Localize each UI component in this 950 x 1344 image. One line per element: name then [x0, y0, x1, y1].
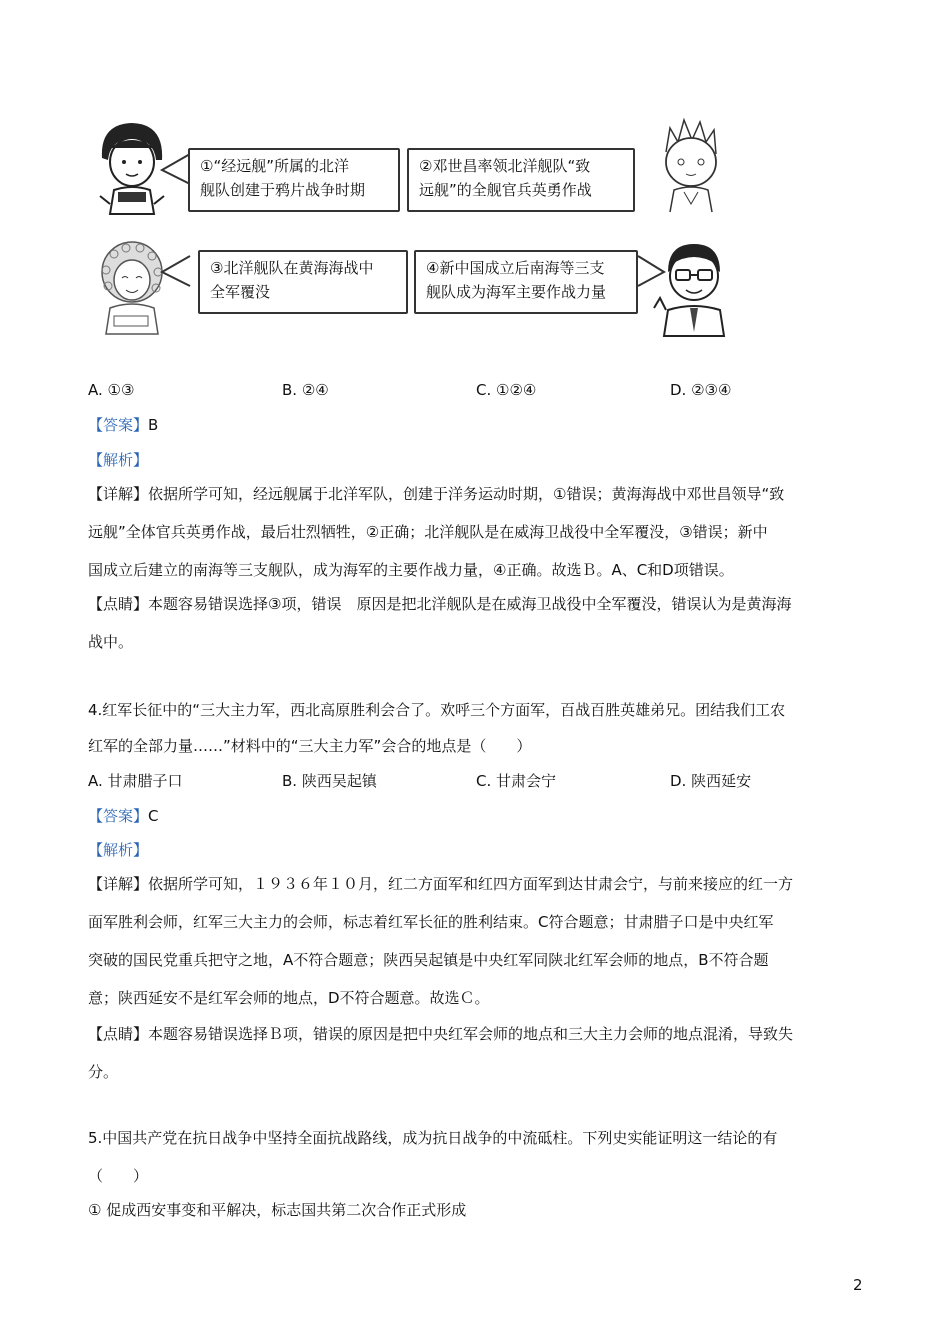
q3-option-c: C. ①②④: [476, 381, 537, 399]
bubble-2-line-2: 远舰”的全舰官兵英勇作战: [419, 181, 592, 199]
q3-detail-line: 【详解】依据所学可知，经远舰属于北洋军队，创建于洋务运动时期，①错误；黄海海战中邓世昌领导“致: [88, 485, 785, 503]
q5-stem-line: （ ）: [88, 1167, 149, 1185]
q4-option-a: A. 甘肃腊子口: [88, 772, 183, 790]
q4-note-line: 【点睛】本题容易错误选择Ｂ项，错误的原因是把中央红军会师的地点和三大主力会师的地点混淆，导致失: [88, 1025, 794, 1043]
q4-detail-line: 面军胜利会师，红军三大主力的会师，标志着红军长征的胜利结束。C符合题意；甘肃腊子口是中央红军: [88, 913, 774, 931]
q4-analysis-tag: 【解析】: [88, 841, 149, 859]
q5-stem-line: 5.中国共产党在抗日战争中坚持全面抗战路线，成为抗日战争的中流砥柱。下列史实能证明这一结论的有: [88, 1129, 778, 1147]
q4-stem-line: 红军的全部力量……”材料中的“三大主力军”会合的地点是（ ）: [88, 737, 532, 755]
boy-spiky-hair-figure: [648, 112, 734, 216]
q3-analysis-tag: 【解析】: [88, 451, 149, 469]
bubble-tail-3: [160, 252, 192, 292]
page-number: 2: [853, 1276, 863, 1294]
q3-detail-line: 国成立后建立的南海等三支舰队，成为海军的主要作战力量，④正确。故选Ｂ。A、C和D项错误。: [88, 561, 734, 579]
bubble-4-line-2: 舰队成为海军主要作战力量: [426, 283, 607, 301]
bubble-1-line-2: 舰队创建于鸦片战争时期: [200, 181, 366, 199]
speech-bubble-4: [414, 250, 638, 314]
q4-answer: [88, 806, 159, 826]
q3-note-line: 【点睛】本题容易错误选择③项，错误 原因是把北洋舰队是在威海卫战役中全军覆没，错误认为是黄海海: [88, 595, 792, 613]
q3-option-d: D. ②③④: [670, 381, 732, 399]
speech-bubble-1: [188, 148, 400, 212]
q4-detail-line: 【详解】依据所学可知，１９３６年１０月，红二方面军和红四方面军到达甘肃会宁，与前来接应的红一方: [88, 875, 794, 893]
q4-option-b: B. 陕西吴起镇: [282, 772, 377, 790]
q4-detail-line: 突破的国民党重兵把守之地，A不符合题意；陕西吴起镇是中央红军同陕北红军会师的地点，B不符合题: [88, 951, 769, 969]
q3-option-a: A. ①③: [88, 381, 135, 399]
q4-stem-line: 4.红军长征中的“三大主力军，西北高原胜利会合了。欢呼三个方面军，百战百胜英雄弟兄。团结我们工农: [88, 701, 786, 719]
answer-tag: 【答案】: [88, 416, 149, 434]
bubble-tail-4: [636, 252, 666, 292]
answer-value: C: [148, 807, 159, 825]
answer-value: B: [148, 416, 159, 434]
speech-bubble-3: [198, 250, 408, 314]
bubble-3-line-2: 全军覆没: [210, 283, 271, 301]
q4-note-line: 分。: [88, 1063, 119, 1081]
speech-bubble-2: [407, 148, 635, 212]
girl-bob-hair-figure: [92, 118, 170, 218]
bubble-3-line-1: ③北洋舰队在黄海海战中: [210, 259, 374, 277]
bubble-4-line-1: ④新中国成立后南海等三支: [426, 259, 605, 277]
q3-answer: [88, 415, 158, 435]
q4-option-d: D. 陕西延安: [670, 772, 752, 790]
bubble-2-line-1: ②邓世昌率领北洋舰队“致: [419, 157, 591, 175]
q5-statement-1: ① 促成西安事变和平解决，标志国共第二次合作正式形成: [88, 1201, 467, 1219]
q3-detail-line: 远舰”全体官兵英勇作战，最后壮烈牺牲，②正确；北洋舰队是在威海卫战役中全军覆没，③错误；新中: [88, 523, 768, 541]
q3-note-line: 战中。: [88, 633, 134, 651]
bubble-1-line-1: ①“经远舰”所属的北洋: [200, 157, 349, 175]
q3-option-b: B. ②④: [282, 381, 329, 399]
answer-tag: 【答案】: [88, 807, 149, 825]
q4-option-c: C. 甘肃会宁: [476, 772, 557, 790]
q4-detail-line: 意；陕西延安不是红军会师的地点，D不符合题意。故选Ｃ。: [88, 989, 490, 1007]
